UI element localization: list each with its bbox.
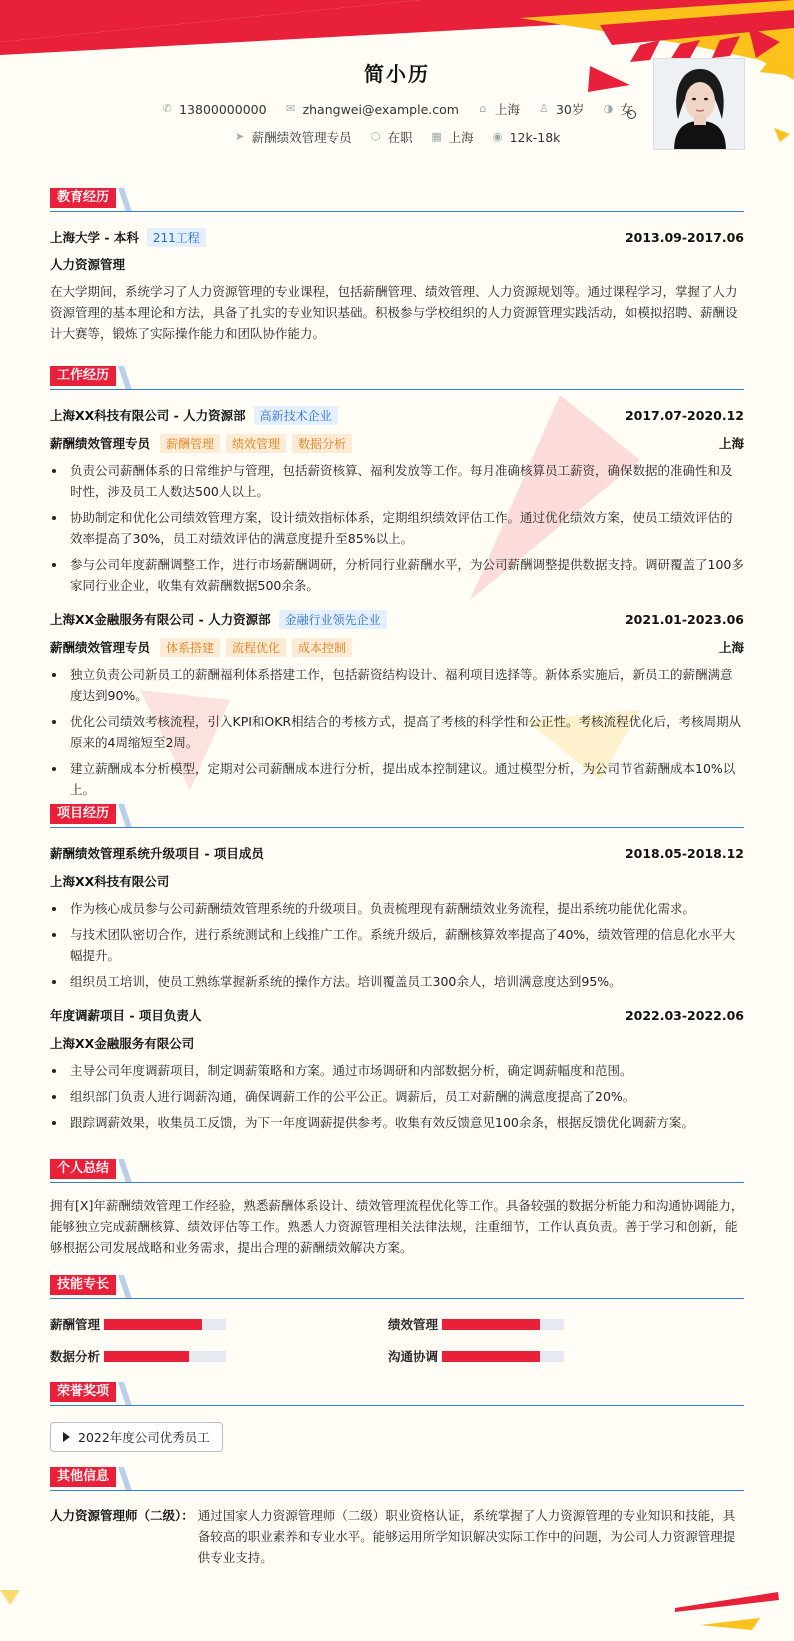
section-tab-decoration <box>118 366 132 390</box>
phone-icon: ✆ <box>162 102 172 115</box>
info-item <box>285 102 459 117</box>
work-date: 2021.01-2023.06 <box>624 611 744 627</box>
skill-name: 数据分析 <box>50 1349 101 1364</box>
contact-info-row <box>50 100 744 118</box>
info-text: 上海 <box>494 102 520 117</box>
send-icon: ➤ <box>234 130 245 143</box>
skill-level-bar <box>104 1351 226 1362</box>
info-item <box>492 130 561 145</box>
education-date: 2013.09-2017.06 <box>624 229 744 245</box>
summary-text: 拥有[X]年薪酬绩效管理工作经验，熟悉薪酬体系设计、绩效管理流程优化等工作。具备较强的数据分析能力和沟通协调能力，能够独立完成薪酬核算、绩效评估等工作。熟悉人力资源管理相关法律法规，注重细节，工作认真负责。善于学习和创新，能够根据公司发展战略和业务需求，提出合理的薪酬绩效解决方案。 <box>50 1198 744 1255</box>
award-text: 2022年度公司优秀员工 <box>78 1430 210 1445</box>
certificate-row <box>50 1505 744 1568</box>
responsibility-list <box>50 664 744 800</box>
award-item <box>50 1422 223 1452</box>
project-org: 上海XX金融服务有限公司 <box>50 1036 195 1051</box>
work-date: 2017.07-2020.12 <box>624 407 744 423</box>
skill-item <box>50 1347 226 1365</box>
summary-section <box>50 1159 744 1258</box>
awards-section <box>50 1382 744 1452</box>
info-item <box>161 102 266 117</box>
section-tab-decoration <box>118 1159 132 1183</box>
info-text: 12k-18k <box>509 129 561 145</box>
school-name: 上海大学 - 本科 <box>50 230 139 245</box>
project-list <box>50 1060 744 1133</box>
company-tag: 高新技术企业 <box>254 406 338 425</box>
info-item <box>538 100 584 118</box>
project-header-row <box>50 844 744 862</box>
project-header-row <box>50 1006 744 1024</box>
section-title: 技能专长 <box>50 1275 116 1295</box>
list-item: 作为核心成员参与公司薪酬绩效管理系统的升级项目。负责梳理现有薪酬绩效业务流程，提出系统功能优化需求。 <box>50 898 744 919</box>
info-text: zhangwei@example.com <box>302 101 459 117</box>
section-title: 工作经历 <box>50 366 116 386</box>
school-tag: 211工程 <box>147 228 206 247</box>
work-section <box>50 366 744 805</box>
role-row <box>50 434 744 452</box>
list-item: 独立负责公司新员工的薪酬福利体系搭建工作，包括薪资结构设计、福利项目选择等。新体系实施后，新员工的薪酬满意度达到90%。 <box>50 664 744 706</box>
info-item <box>477 100 520 118</box>
major: 人力资源管理 <box>50 257 126 272</box>
age-icon: ♙ <box>539 102 549 115</box>
skill-tag: 成本控制 <box>292 638 352 657</box>
skill-level-fill <box>442 1351 540 1362</box>
section-tab-decoration <box>118 804 132 828</box>
project-entry <box>50 1006 744 1133</box>
section-header <box>50 1275 744 1299</box>
skills-section <box>50 1275 744 1365</box>
company-name: 上海XX科技有限公司 - 人力资源部 <box>50 408 246 423</box>
section-header <box>50 1467 744 1491</box>
project-org: 上海XX科技有限公司 <box>50 874 170 889</box>
certificate-label: 人力资源管理师（二级）： <box>50 1508 194 1523</box>
company-tag: 金融行业领先企业 <box>279 610 387 629</box>
info-text: 女 <box>620 102 633 117</box>
project-section <box>50 804 744 1138</box>
work-city: 上海 <box>718 436 744 451</box>
list-item: 跟踪调薪效果，收集员工反馈，为下一年度调薪提供参考。收集有效反馈意见100余条，根据反馈优化调薪方案。 <box>50 1112 744 1133</box>
info-text: 13800000000 <box>179 101 267 117</box>
skill-level-bar <box>442 1319 564 1330</box>
section-title: 其他信息 <box>50 1467 116 1487</box>
skill-level-fill <box>442 1319 540 1330</box>
job-intent-row <box>50 128 744 146</box>
gender-icon: ◑ <box>603 102 614 115</box>
list-item: 优化公司绩效考核流程，引入KPI和OKR相结合的考核方式，提高了考核的科学性和公正性。考核流程优化后，考核周期从原来的4周缩短至2周。 <box>50 711 744 753</box>
section-header <box>50 188 744 212</box>
play-icon <box>63 1432 70 1442</box>
info-text: 在职 <box>387 130 413 145</box>
section-tab-decoration <box>118 188 132 212</box>
section-header <box>50 804 744 828</box>
education-description: 在大学期间，系统学习了人力资源管理的专业课程，包括薪酬管理、绩效管理、人力资源规划等。通过课程学习，掌握了人力资源管理的基本理论和方法，具备了扎实的专业知识基础。积极参与学校组织的人力资源管理实践活动，如模拟招聘、薪酬设计大赛等，锻炼了实际操作能力和团队协作能力。 <box>50 284 738 341</box>
skill-item <box>388 1347 564 1365</box>
skill-tag: 薪酬管理 <box>160 434 220 453</box>
project-list <box>50 898 744 992</box>
section-header <box>50 366 744 390</box>
list-item: 参与公司年度薪酬调整工作，进行市场薪酬调研，分析同行业薪酬水平，为公司薪酬调整提供数据支持。调研覆盖了100多家同行业企业，收集有效薪酬数据500余条。 <box>50 554 744 596</box>
skill-name: 薪酬管理 <box>50 1317 101 1332</box>
section-header <box>50 1382 744 1406</box>
skill-tag: 绩效管理 <box>226 434 286 453</box>
list-item: 主导公司年度调薪项目，制定调薪策略和方案。通过市场调研和内部数据分析，确定调薪幅度和范围。 <box>50 1060 744 1081</box>
role-title: 薪酬绩效管理专员 <box>50 436 151 451</box>
work-entry <box>50 406 744 596</box>
skill-tag: 体系搭建 <box>160 638 220 657</box>
responsibility-list <box>50 460 744 596</box>
section-title: 项目经历 <box>50 804 116 824</box>
work-entry <box>50 610 744 800</box>
project-date: 2022.03-2022.06 <box>624 1007 744 1023</box>
skill-tag: 数据分析 <box>292 434 352 453</box>
section-tab-decoration <box>118 1382 132 1406</box>
section-title: 荣誉奖项 <box>50 1382 116 1402</box>
section-title: 教育经历 <box>50 188 116 208</box>
work-header-row <box>50 406 744 424</box>
info-item <box>234 128 352 146</box>
home-icon: ⌂ <box>479 102 487 115</box>
role-row <box>50 638 744 656</box>
project-title: 年度调薪项目 - 项目负责人 <box>50 1008 202 1023</box>
list-item: 负责公司薪酬体系的日常维护与管理，包括薪资核算、福利发放等工作。每月准确核算员工薪资，确保数据的准确性和及时性，涉及员工人数达500人以上。 <box>50 460 744 502</box>
candidate-name: 简小历 <box>364 62 430 86</box>
info-text: 薪酬绩效管理专员 <box>251 130 352 145</box>
other-section <box>50 1467 744 1568</box>
project-title: 薪酬绩效管理系统升级项目 - 项目成员 <box>50 846 264 861</box>
list-item: 组织部门负责人进行调薪沟通，确保调薪工作的公平公正。调薪后，员工对薪酬的满意度提高了20%。 <box>50 1086 744 1107</box>
list-item: 与技术团队密切合作，进行系统测试和上线推广工作。系统升级后，薪酬核算效率提高了40%，绩效管理的信息化水平大幅提升。 <box>50 924 744 966</box>
status-icon: ⬡ <box>370 130 381 143</box>
info-item <box>370 128 413 146</box>
avatar-photo-icon <box>654 59 745 150</box>
section-tab-decoration <box>118 1275 132 1299</box>
info-item <box>431 128 474 146</box>
education-section <box>50 188 744 344</box>
mail-icon: ✉ <box>285 102 296 115</box>
section-tab-decoration <box>118 1467 132 1491</box>
decorative-circle <box>627 110 636 119</box>
skill-name: 沟通协调 <box>388 1349 439 1364</box>
skill-level-bar <box>442 1351 564 1362</box>
skill-level-bar <box>104 1319 226 1330</box>
skill-level-fill <box>104 1319 202 1330</box>
project-entry <box>50 844 744 992</box>
skill-name: 绩效管理 <box>388 1317 439 1332</box>
work-city: 上海 <box>718 640 744 655</box>
education-header-row <box>50 228 744 246</box>
skill-tag: 流程优化 <box>226 638 286 657</box>
company-name: 上海XX金融服务有限公司 - 人力资源部 <box>50 612 271 627</box>
work-header-row <box>50 610 744 628</box>
info-text: 30岁 <box>555 102 585 117</box>
project-date: 2018.05-2018.12 <box>624 845 744 861</box>
avatar <box>653 58 745 150</box>
info-text: 上海 <box>448 130 474 145</box>
list-item: 协助制定和优化公司绩效管理方案，设计绩效指标体系，定期组织绩效评估工作。通过优化绩效方案，使员工绩效评估的效率提高了30%，员工对绩效评估的满意度提升至85%以上。 <box>50 507 744 549</box>
section-header <box>50 1159 744 1183</box>
certificate-text: 通过国家人力资源管理师（二级）职业资格认证，系统掌握了人力资源管理的专业知识和技能，具备较高的职业素养和专业水平。能够运用所学知识解决实际工作中的问题，为公司人力资源管理提供专业支持。 <box>197 1508 736 1565</box>
role-title: 薪酬绩效管理专员 <box>50 640 151 655</box>
list-item: 建立薪酬成本分析模型，定期对公司薪酬成本进行分析，提出成本控制建议。通过模型分析，为公司节省薪酬成本10%以上。 <box>50 758 744 800</box>
skill-item <box>50 1315 226 1333</box>
section-title: 个人总结 <box>50 1159 116 1179</box>
salary-icon: ◉ <box>492 130 503 143</box>
list-item: 组织员工培训，使员工熟练掌握新系统的操作方法。培训覆盖员工300余人，培训满意度达到95%。 <box>50 971 744 992</box>
skill-level-fill <box>104 1351 189 1362</box>
skill-item <box>388 1315 564 1333</box>
location-icon: ▦ <box>431 130 442 143</box>
